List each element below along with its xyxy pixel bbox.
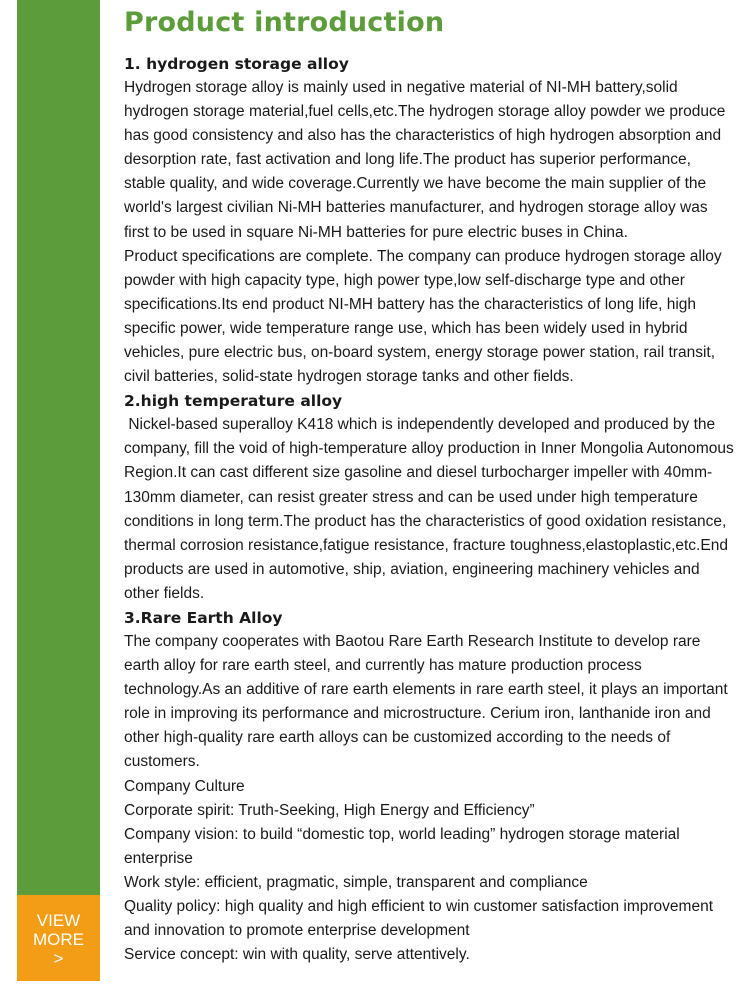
corporate-spirit: Corporate spirit: Truth-Seeking, High Energy and Efficiency” bbox=[124, 801, 535, 819]
view-more-button[interactable] bbox=[17, 895, 100, 981]
chevron-right-icon: > bbox=[53, 948, 64, 968]
paragraph: Nickel-based superalloy K418 which is independently developed and produced by the company, fill the void of high-temperature alloy production in Inner Mongolia Autonomous Region.It can cast different size gasoline and diesel turbocharger impeller with 40mm-130mm diameter, can resist greater stress and can be used under high temperature conditions in long term.The product has the characteristics of good oxidation resistance, thermal corrosion resistance,fatigue resistance, fracture toughness,elastoplastic,etc.End products are used in automotive, ship, aviation, engineering machinery vehicles and other fields. bbox=[124, 416, 739, 602]
paragraph: Hydrogen storage alloy is mainly used in negative material of NI-MH battery,solid hydrogen storage material,fuel cells,etc.The hydrogen storage alloy powder we produce has good consistency and also has the characteristics of high hydrogen absorption and desorption rate, fast activation and long life.The product has superior performance, stable quality, and wide coverage.Currently we have become the main supplier of the world's largest civilian Ni-MH batteries manufacturer, and hydrogen storage alloy was first to be used in square Ni-MH batteries for pure electric buses in China. bbox=[124, 79, 726, 241]
view-more-label-line2: MORE bbox=[33, 929, 84, 949]
quality-policy: Quality policy: high quality and high efficient to win customer satisfaction improvement and innovation to promote enterprise development bbox=[124, 898, 714, 940]
view-more-label-line1: VIEW bbox=[36, 910, 81, 930]
company-vision: Company vision: to build “domestic top, world leading” hydrogen storage material enterprise bbox=[124, 825, 680, 867]
page-title: Product introduction bbox=[124, 7, 445, 38]
work-style: Work style: efficient, pragmatic, simple, transparent and compliance bbox=[124, 873, 588, 891]
section-heading: 1. hydrogen storage alloy bbox=[124, 55, 349, 73]
green-sidebar-bar bbox=[17, 0, 100, 895]
product-introduction-content bbox=[124, 6, 739, 967]
service-concept: Service concept: win with quality, serve attentively. bbox=[124, 946, 470, 964]
section-heading: 2.high temperature alloy bbox=[124, 392, 343, 411]
section-rare-earth-alloy bbox=[124, 606, 734, 967]
section-hydrogen-storage-alloy bbox=[124, 52, 734, 389]
section-high-temperature-alloy bbox=[124, 389, 739, 606]
paragraph: Product specifications are complete. The company can produce hydrogen storage alloy powder with high capacity type, high power type,low self-discharge type and other specifications.Its end product NI-MH battery has the characteristics of long life, high specific power, wide temperature range use, which has been widely used in hybrid vehicles, pure electric bus, on-board system, energy storage power station, rail transit, civil batteries, solid-state hydrogen storage tanks and other fields. bbox=[124, 247, 722, 386]
company-culture-heading: Company Culture bbox=[124, 777, 245, 795]
paragraph: The company cooperates with Baotou Rare Earth Research Institute to develop rare earth alloy for rare earth steel, and currently has mature production process technology.As an additive of rare earth elements in rare earth steel, it plays an important role in improving its performance and microstructure. Cerium iron, lanthanide iron and other high-quality rare earth alloys can be customized according to the needs of customers. bbox=[124, 632, 728, 771]
section-heading: 3.Rare Earth Alloy bbox=[124, 608, 283, 627]
